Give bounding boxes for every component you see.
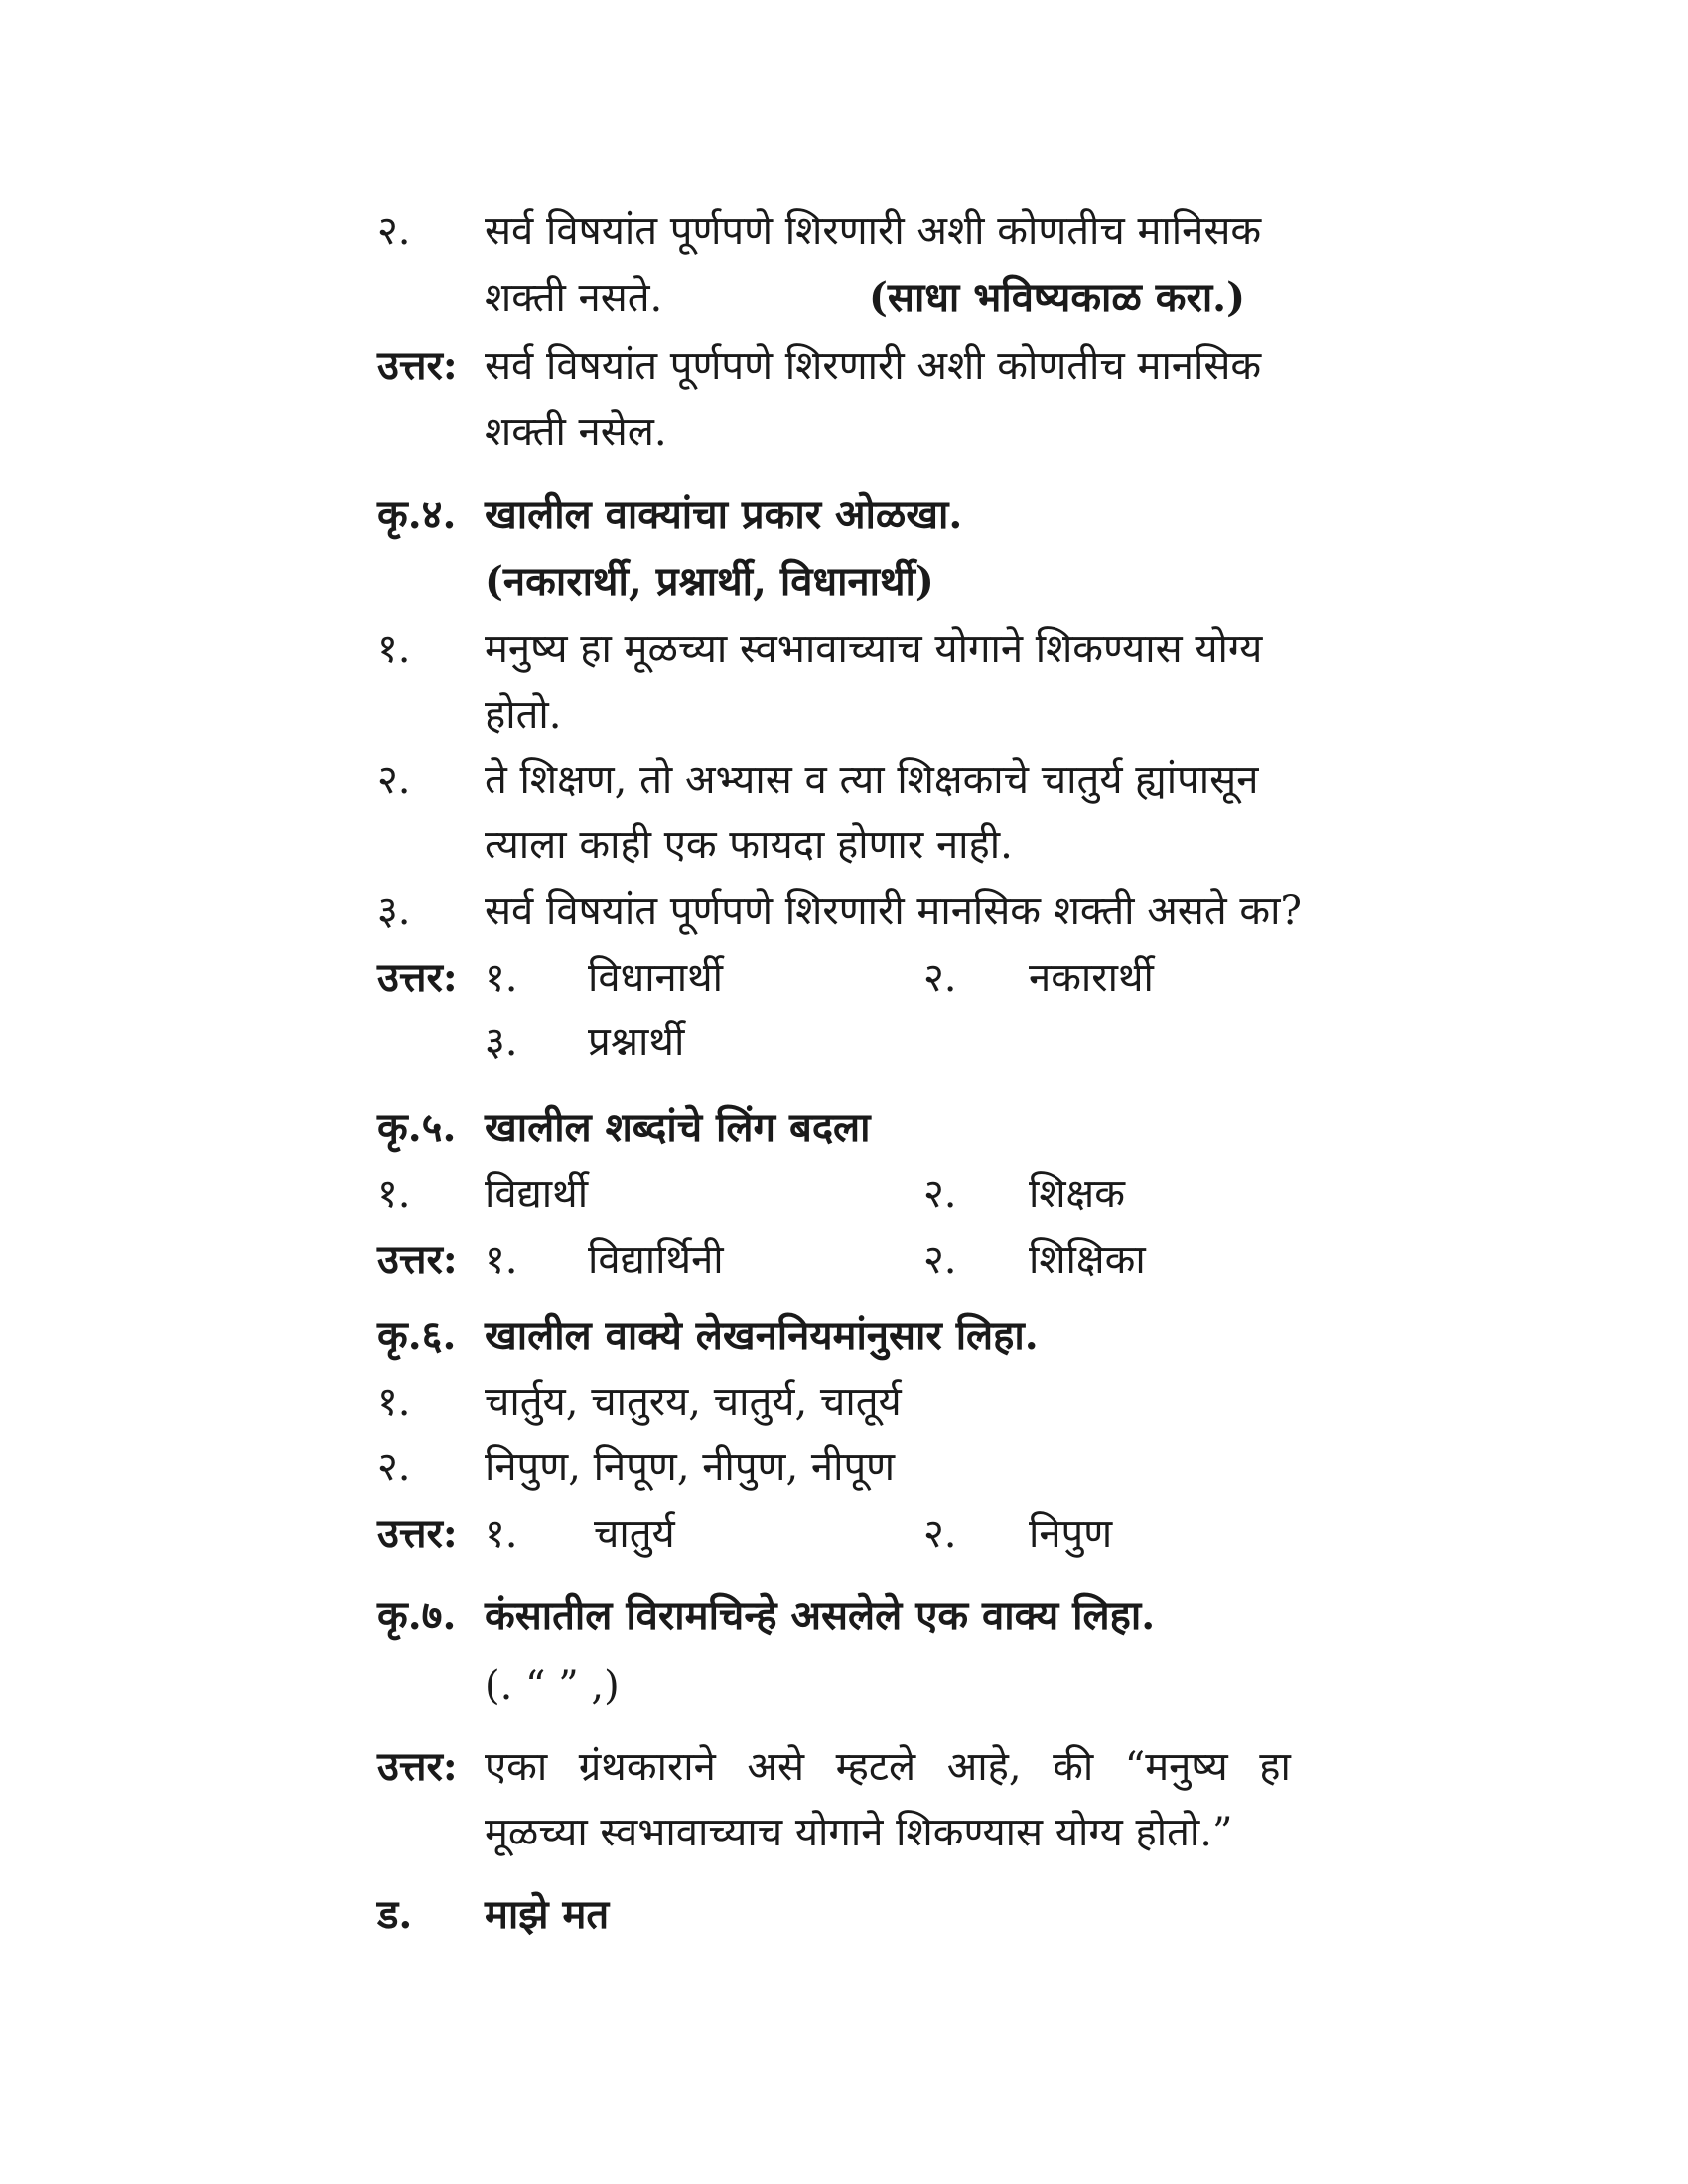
answer-label: उत्तर: <box>377 1743 458 1790</box>
answer-number: २. <box>923 1511 957 1557</box>
answer-word: ग्रंथकाराने <box>578 1744 716 1790</box>
item-text: विद्यार्थी <box>485 1171 589 1217</box>
answer-text: शिक्षिका <box>1029 1237 1146 1283</box>
answer-number: २. <box>923 955 957 1001</box>
item-text: शक्ती नसते. <box>485 275 663 321</box>
item-text: त्याला काही एक फायदा होणार नाही. <box>485 822 1013 868</box>
answer-label: उत्तर: <box>377 1236 458 1283</box>
question-number: कृ.४. <box>377 491 457 538</box>
answer-word: की <box>1053 1744 1094 1790</box>
answer-number: १. <box>485 955 518 1001</box>
answer-text: विद्यार्थिनी <box>588 1237 724 1283</box>
answer-text: सर्व विषयांत पूर्णपणे शिरणारी अशी कोणतीच मानसिक <box>485 343 1262 389</box>
answer-text: निपुण <box>1029 1511 1113 1557</box>
answer-label: उत्तर: <box>377 1510 458 1557</box>
answer-text: प्रश्नार्थी <box>588 1020 685 1065</box>
question-title: कंसातील विरामचिन्हे असलेले एक वाक्य लिहा. <box>485 1592 1156 1639</box>
answer-text: चातुर्य <box>594 1511 675 1557</box>
answer-word: म्हटले <box>835 1744 916 1790</box>
answer-number: १. <box>485 1511 518 1557</box>
answer-word: एका <box>485 1744 548 1790</box>
item-number: ३. <box>377 888 411 934</box>
item-number: १. <box>377 1379 411 1425</box>
item-text: चार्तुय, चातुरय, चातुर्य, चातूर्य <box>485 1379 902 1425</box>
answer-text: मूळच्या स्वभावाच्याच योगाने शिकण्यास योग्य होतो.” <box>485 1810 1233 1855</box>
answer-text: शक्ती नसेल. <box>485 409 667 455</box>
answer-word: आहे, <box>946 1744 1022 1790</box>
punctuation-marks: (. “ ” ,) <box>485 1663 620 1708</box>
answer-label: उत्तर: <box>377 954 458 1001</box>
item-number: २. <box>923 1171 957 1217</box>
section-letter: ड. <box>377 1891 413 1938</box>
question-number: कृ.७. <box>377 1592 457 1639</box>
question-title: खालील वाक्ये लेखननियमांनुसार लिहा. <box>485 1312 1039 1359</box>
section-title: माझे मत <box>485 1891 610 1938</box>
item-text: शिक्षक <box>1029 1171 1125 1217</box>
answer-number: २. <box>923 1237 957 1283</box>
answer-word: “मनुष्य <box>1124 1744 1228 1790</box>
question-number: कृ.५. <box>377 1104 457 1151</box>
item-text: निपुण, निपूण, नीपुण, नीपूण <box>485 1444 896 1490</box>
answer-text-justified <box>485 1739 1291 1795</box>
instruction-text: (साधा भविष्यकाळ करा.) <box>869 274 1246 321</box>
item-text: होतो. <box>485 692 562 738</box>
answer-text: नकारार्थी <box>1029 955 1154 1001</box>
question-options: (नकारार्थी, प्रश्नार्थी, विधानार्थी) <box>485 558 934 605</box>
item-number: २. <box>377 757 411 803</box>
answer-label: उत्तर: <box>377 342 458 389</box>
item-number: १. <box>377 1171 411 1217</box>
item-number: २. <box>377 208 411 254</box>
answer-word: हा <box>1259 1744 1291 1790</box>
question-title: खालील वाक्यांचा प्रकार ओळखा. <box>485 491 963 538</box>
answer-text: विधानार्थी <box>588 955 724 1001</box>
item-number: १. <box>377 626 411 672</box>
item-text: सर्व विषयांत पूर्णपणे शिरणारी मानसिक शक्ती असते का? <box>485 888 1302 934</box>
question-number: कृ.६. <box>377 1312 457 1359</box>
item-text: ते शिक्षण, तो अभ्यास व त्या शिक्षकाचे चातुर्य ह्यांपासून <box>485 757 1259 803</box>
item-text: सर्व विषयांत पूर्णपणे शिरणारी अशी कोणतीच मानिसक <box>485 208 1262 254</box>
question-title: खालील शब्दांचे लिंग बदला <box>485 1104 871 1151</box>
item-number: २. <box>377 1444 411 1490</box>
answer-number: ३. <box>485 1020 518 1065</box>
item-text: मनुष्य हा मूळच्या स्वभावाच्याच योगाने शिकण्यास योग्य <box>485 626 1263 672</box>
answer-number: १. <box>485 1237 518 1283</box>
answer-word: असे <box>747 1744 805 1790</box>
